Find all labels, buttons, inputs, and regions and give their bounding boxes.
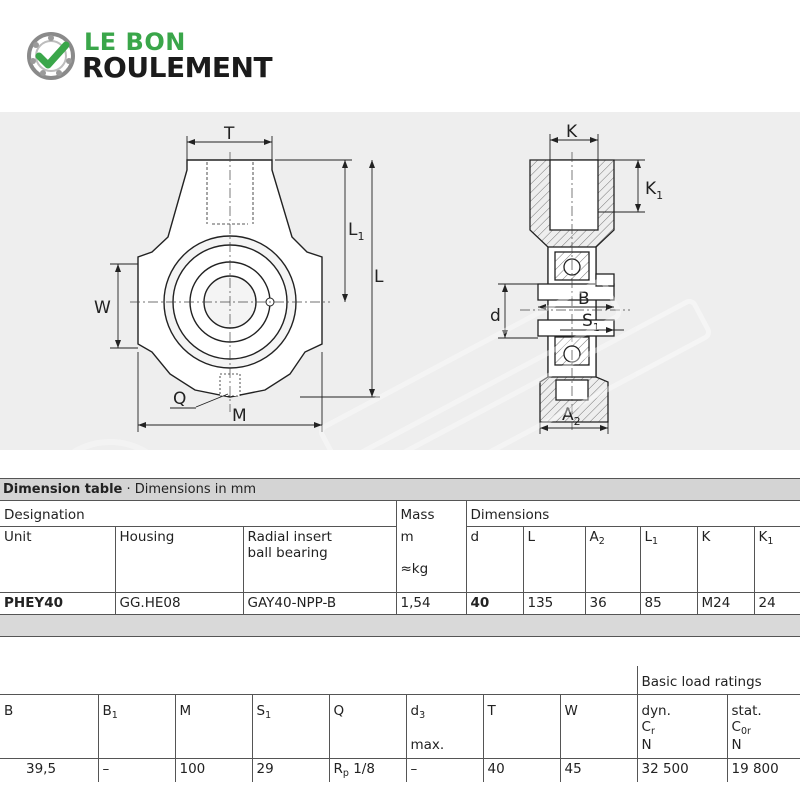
cell-d3: –: [406, 758, 483, 782]
header: [0, 0, 800, 112]
drawing-svg: [0, 112, 800, 450]
col-d3: $d_3$ max.: [406, 694, 483, 758]
label-L1: $L_1$: [348, 220, 365, 243]
label-d: d: [490, 306, 501, 326]
cell-B: 39,5: [26, 760, 57, 777]
dimension-table: [0, 478, 800, 637]
cell-d: 40: [466, 593, 523, 615]
col-W: W: [560, 694, 637, 758]
cell-Cr: 32 500: [637, 758, 727, 782]
cell-K: M24: [697, 593, 754, 615]
cell-housing: GG.HE08: [115, 593, 243, 615]
label-L: L: [374, 267, 384, 287]
label-Q: Q: [173, 389, 187, 409]
cell-K1: 24: [754, 593, 800, 615]
label-A2: $A_2$: [562, 405, 581, 428]
col-L: L: [523, 527, 585, 593]
cell-L: 135: [523, 593, 585, 615]
col-T: T: [483, 694, 560, 758]
technical-drawing: [0, 112, 800, 450]
col-L1: $L_1$: [640, 527, 697, 593]
col-B1: $B_1$: [98, 694, 175, 758]
cell-T: 40: [483, 758, 560, 782]
brand-line2: ROULEMENT: [82, 51, 273, 84]
label-W: W: [94, 298, 111, 318]
cell-W: 45: [560, 758, 637, 782]
col-d: d: [466, 527, 523, 593]
col-K: K: [697, 527, 754, 593]
col-K1: $K_1$: [754, 527, 800, 593]
bearing-check-icon: [26, 31, 76, 81]
col-unit: Unit: [4, 529, 32, 545]
cell-bearing: GAY40-NPP-B: [243, 593, 396, 615]
col-basic-load: Basic load ratings: [637, 666, 800, 694]
cell-S1: 29: [252, 758, 329, 782]
load-ratings-table: [0, 666, 800, 782]
cell-Q: $R_p$ 1/8: [329, 758, 406, 782]
cell-C0r: 19 800: [727, 758, 800, 782]
label-B: B: [578, 289, 590, 309]
table-row: [0, 593, 800, 615]
col-dyn: dyn. $C_r$ N: [637, 694, 727, 758]
cell-L1: 85: [640, 593, 697, 615]
table-title: Dimension table · Dimensions in mm: [3, 482, 257, 497]
col-A2: $A_2$: [585, 527, 640, 593]
col-radial-insert: Radial insert ball bearing: [243, 527, 396, 593]
col-S1: $S_1$: [252, 694, 329, 758]
col-stat: stat. $C_{0r}$ N: [727, 694, 800, 758]
cell-mass: 1,54: [396, 593, 466, 615]
label-K: K: [566, 122, 578, 142]
cell-M: 100: [175, 758, 252, 782]
label-S1: $S_1$: [582, 311, 600, 334]
col-B: B: [4, 702, 14, 719]
col-mass: Mass: [396, 501, 466, 527]
col-mass-unit: m ≈kg: [396, 527, 466, 593]
table-row: [0, 758, 800, 782]
col-Q: Q: [329, 694, 406, 758]
cell-A2: 36: [585, 593, 640, 615]
cell-B1: –: [98, 758, 175, 782]
label-K1: $K_1$: [645, 179, 664, 202]
col-M: M: [175, 694, 252, 758]
col-dimensions: Dimensions: [466, 501, 800, 527]
col-designation: Designation: [0, 501, 396, 527]
cell-unit: PHEY40: [4, 595, 63, 611]
label-T: T: [224, 124, 235, 144]
separator-band: [0, 615, 800, 637]
col-housing: Housing: [115, 527, 243, 593]
label-M: M: [232, 406, 247, 426]
brand-line1: LE BON: [84, 28, 186, 56]
